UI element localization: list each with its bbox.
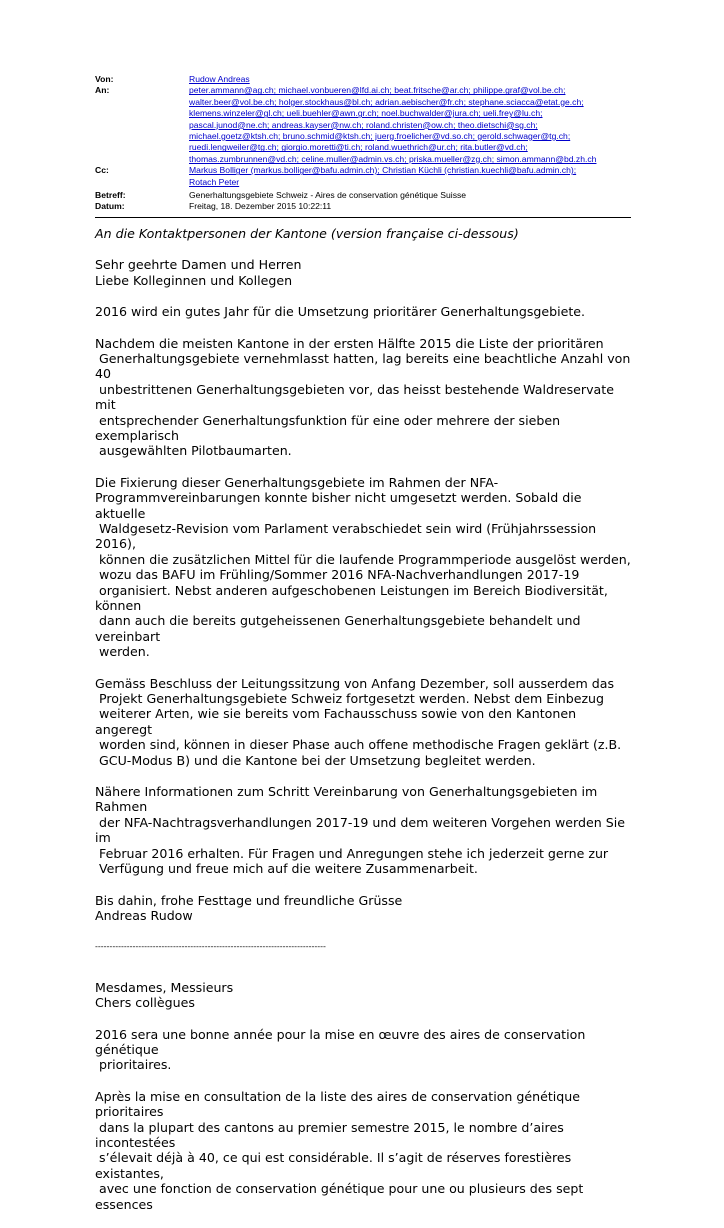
date-row — [95, 201, 631, 212]
greeting-fr — [95, 980, 631, 1011]
greeting-fr-line-2: Chers collègues — [95, 995, 195, 1011]
email-body — [95, 226, 631, 1212]
intro-line: An die Kontaktpersonen der Kantone (version française ci-dessous) — [95, 225, 519, 241]
recipient-line[interactable]: ruedi.lengweiler@tg.ch; giorgio.moretti@ti.ch; roland.wuethrich@ur.ch; rita.butler@vd.ch; — [189, 142, 528, 153]
date-label: Datum: — [95, 201, 125, 212]
cc-line[interactable]: Rotach Peter — [189, 176, 240, 187]
paragraph-de-3: Die Fixierung dieser Generhaltungsgebiete im Rahmen der NFA- Programmvereinbarungen konnte bisher nicht umgesetzt werden. Sobald die aktuelle Waldgesetz-Revision vom Parlament verabschiedet sein wird (Frühjahrssession 2016), können die zusätzlichen Mittel für die laufende Programmperiode ausgelöst werden, wozu das BAFU im Frühling/Sommer 2016 NFA-Nachverhandlungen 2017-19 organisiert. Nebst anderen aufgeschobenen Leistungen im Bereich Biodiversität, können dann auch die bereits gutgeheissenen Generhaltungsgebiete behandelt und vereinbart werden. — [95, 474, 631, 660]
greeting-de-line-2: Liebe Kolleginnen und Kollegen — [95, 272, 293, 288]
recipient-line[interactable]: michael.goetz@ktsh.ch; bruno.schmid@ktsh.ch; juerg.froelicher@vd.so.ch; gerold.schwager@tg.ch; — [189, 131, 571, 142]
paragraph-fr-1: 2016 sera une bonne année pour la mise en œuvre des aires de conservation génétique prioritaires. — [95, 1026, 586, 1073]
from-link[interactable]: Rudow Andreas — [189, 74, 250, 84]
closing — [95, 893, 631, 924]
recipient-line[interactable]: peter.ammann@ag.ch; michael.vonbueren@lfd.ai.ch; beat.fritsche@ar.ch; philippe.graf@vol.be.ch; — [189, 85, 566, 96]
separator-line: -------------------------------------------------------------------------------- — [95, 942, 326, 952]
paragraph-de-4: Gemäss Beschluss der Leitungssitzung von Anfang Dezember, soll ausserdem das Projekt Generhaltungsgebiete Schweiz fortgesetzt werden. Nebst dem Einbezug weiterer Arten, wie sie bereits vom Fachausschuss sowie von den Kantonen angeregt worden sind, können in dieser Phase auch offene methodische Fragen geklärt (z.B. GCU-Modus B) und die Kantone bei der Umsetzung begleitet werden. — [95, 675, 622, 768]
date-value: Freitag, 18. Dezember 2015 10:22:11 — [189, 201, 332, 212]
recipient-line[interactable]: klemens.winzeler@gl.ch; ueli.buehler@awn.gr.ch; noel.buchwalder@jura.ch; ueli.frey@lu.ch; — [189, 108, 543, 119]
to-row — [95, 85, 631, 165]
cc-recipients — [189, 165, 631, 188]
greeting-de — [95, 257, 631, 288]
paragraph-fr-2: Après la mise en consultation de la liste des aires de conservation génétique prioritaires dans la plupart des cantons au premier semestre 2015, le nombre d’aires incontestées s’élevait déjà à 40, ce qui est considérable. Il s’agit de réserves forestières existantes, avec une fonction de conservation génétique pour une ou plusieurs des sept essences — [95, 1088, 584, 1212]
from-row — [95, 74, 631, 85]
paragraph-de-2: Nachdem die meisten Kantone in der ersten Hälfte 2015 die Liste der prioritären Generhaltungsgebiete vernehmlasst hatten, lag bereits eine beachtliche Anzahl von 40 unbestrittenen Generhaltungsgebieten vor, das heisst bestehende Waldreservate mit entsprechender Generhaltungsfunktion für eine oder mehrere der sieben exemplarisch ausgewählten Pilotbaumarten. — [95, 335, 631, 459]
cc-row — [95, 165, 631, 188]
subject-row — [95, 190, 631, 201]
greeting-fr-line-1: Mesdames, Messieurs — [95, 979, 234, 995]
cc-line[interactable]: Markus Bolliger (markus.bolliger@bafu.admin.ch); Christian Küchli (christian.kuechli@bafu.admin.ch); — [189, 165, 577, 176]
cc-label: Cc: — [95, 165, 109, 176]
paragraph-de-5: Nähere Informationen zum Schritt Vereinbarung von Generhaltungsgebieten im Rahmen der NFA-Nachtragsverhandlungen 2017-19 und dem weiteren Vorgehen werden Sie im Februar 2016 erhalten. Für Fragen und Anregungen stehe ich jederzeit gerne zur Verfügung und freue mich auf die weitere Zusammenarbeit. — [95, 784, 625, 877]
recipient-line[interactable]: walter.beer@vol.be.ch; holger.stockhaus@bl.ch; adrian.aebischer@fr.ch; stephane.sciacca@etat.ge.ch; — [189, 96, 584, 107]
subject-label: Betreff: — [95, 190, 126, 201]
recipient-line[interactable]: pascal.junod@ne.ch; andreas.kayser@nw.ch; roland.christen@ow.ch; theo.dietschi@sg.ch; — [189, 119, 538, 130]
paragraph-de-1: 2016 wird ein gutes Jahr für die Umsetzung prioritärer Generhaltungsgebiete. — [95, 304, 586, 320]
header-divider — [95, 217, 631, 218]
signature: Andreas Rudow — [95, 907, 193, 923]
subject-value: Generhaltungsgebiete Schweiz - Aires de conservation génétique Suisse — [189, 190, 467, 201]
email-header — [95, 74, 631, 213]
greeting-de-line-1: Sehr geehrte Damen und Herren — [95, 257, 302, 273]
email-document — [95, 74, 631, 1228]
to-label: An: — [95, 85, 110, 96]
from-label: Von: — [95, 74, 114, 84]
to-recipients — [189, 85, 631, 165]
closing-line-1: Bis dahin, frohe Festtage und freundliche Grüsse — [95, 892, 403, 908]
recipient-line[interactable]: thomas.zumbrunnen@vd.ch; celine.muller@admin.vs.ch; priska.mueller@zg.ch; simon.ammann@bd.zh.ch — [189, 153, 597, 164]
